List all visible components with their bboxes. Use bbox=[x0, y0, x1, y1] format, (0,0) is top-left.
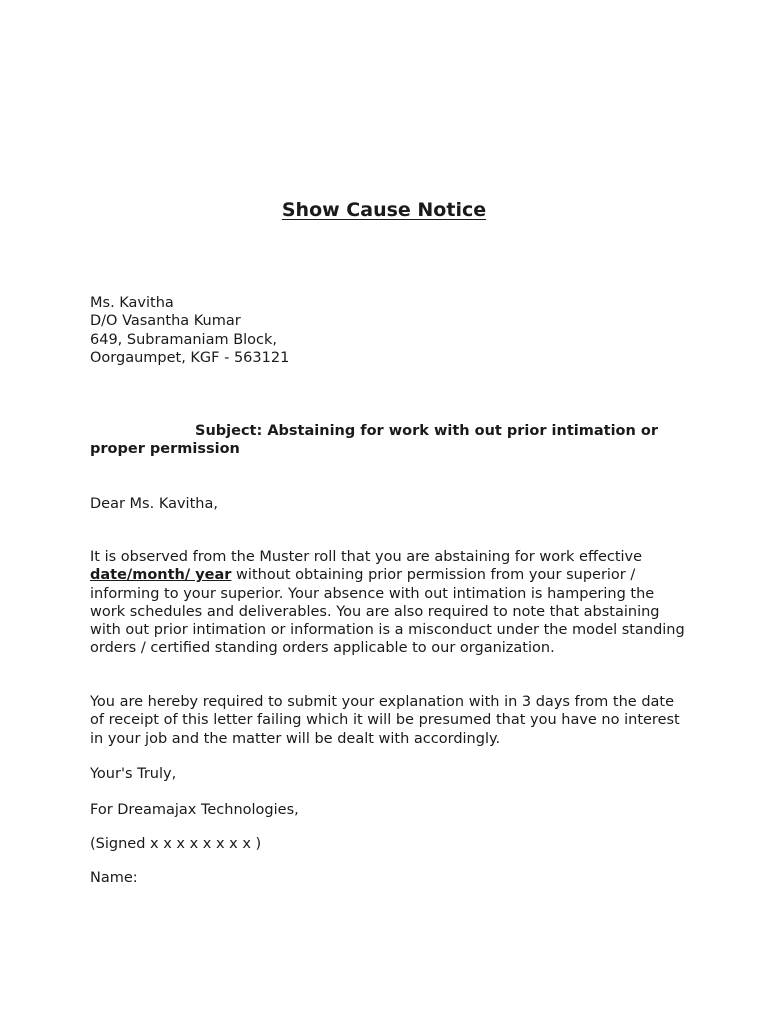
paragraph-observation-start: It is observed from the Muster roll that you are abstaining for work effective bbox=[90, 549, 643, 565]
address-line-street: 649, Subramaniam Block, bbox=[90, 331, 278, 348]
document-title: Show Cause Notice bbox=[281, 199, 487, 221]
paragraph-observation-end: without obtaining prior permission from your superior / informing to your superior. Your absence with out intimation is hampering the work schedules and deliverables. You are also required to note that abstaining with out prior intimation or information is a misconduct under the model standing orders / certified standing orders applicable to our organization. bbox=[90, 567, 685, 657]
paragraph-observation bbox=[90, 548, 690, 658]
address-line-relation: D/O Vasantha Kumar bbox=[90, 313, 241, 330]
paragraph-explanation-request: You are hereby required to submit your explanation with in 3 days from the date of receipt of this letter failing which it will be presumed that you have no interest in your job and the matter will be dealt with accordingly. bbox=[90, 694, 680, 747]
address-line-city: Oorgaumpet, KGF - 563121 bbox=[90, 349, 290, 366]
address-line-name: Ms. Kavitha bbox=[90, 295, 174, 311]
date-placeholder: date/month/ year bbox=[90, 567, 232, 584]
name-label: Name: bbox=[90, 870, 138, 886]
company-signoff: For Dreamajax Technologies, bbox=[90, 802, 299, 818]
recipient-address bbox=[90, 294, 289, 367]
subject-line: Subject: Abstaining for work with out prior intimation or proper permission bbox=[90, 423, 658, 458]
salutation: Dear Ms. Kavitha, bbox=[90, 496, 218, 512]
closing: Your's Truly, bbox=[90, 766, 177, 782]
signature-line: (Signed x x x x x x x x ) bbox=[90, 836, 262, 852]
